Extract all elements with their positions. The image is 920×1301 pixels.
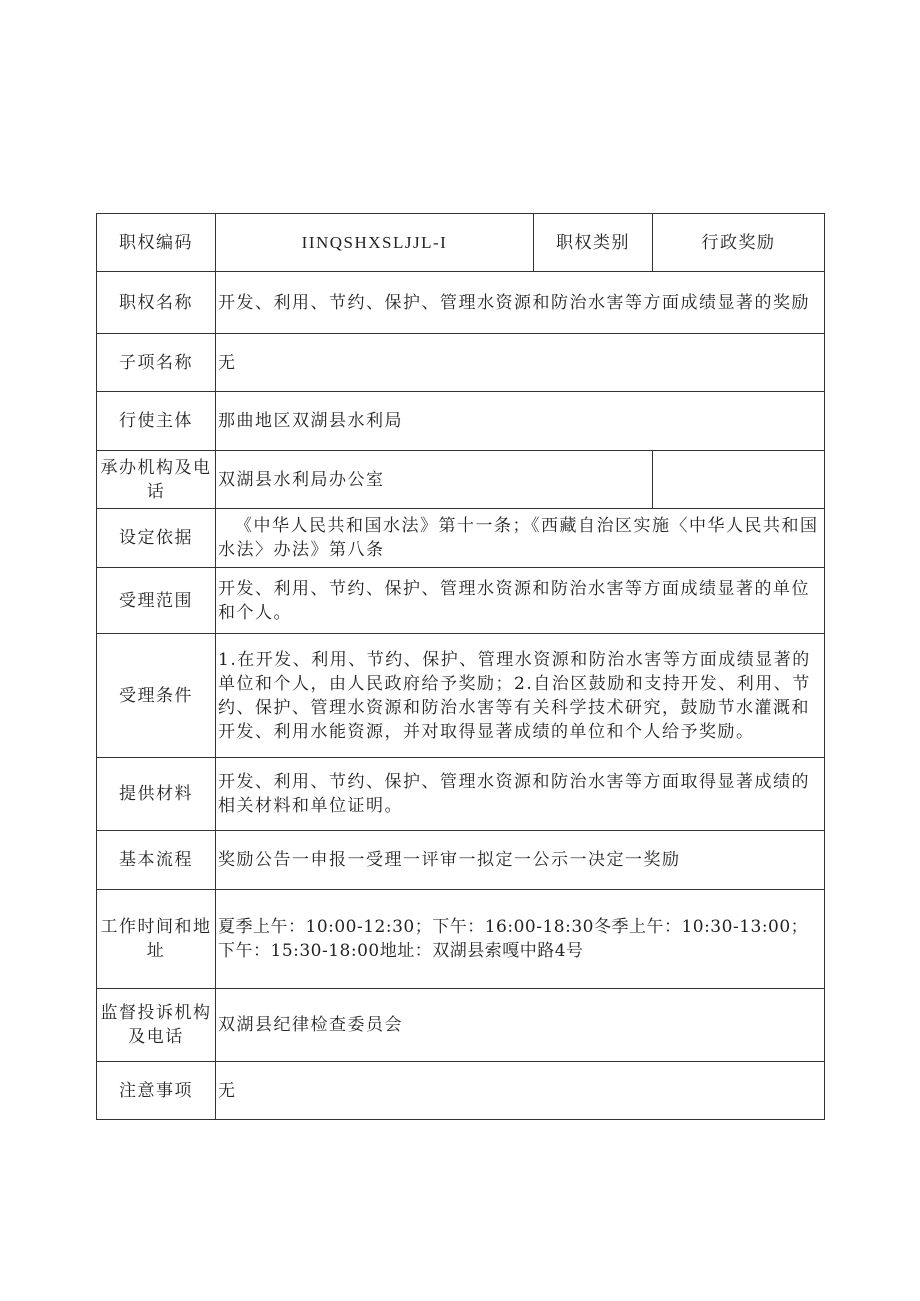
- agency-value: 双湖县水利局办公室: [216, 451, 653, 509]
- agency-label: 承办机构及电话: [97, 451, 216, 509]
- row-conditions: [97, 634, 825, 758]
- code-value: IINQSHXSLJJL-I: [216, 214, 534, 272]
- row-sub-item: [97, 334, 825, 392]
- code-label: 职权编码: [97, 214, 216, 272]
- notes-label: 注意事项: [97, 1062, 216, 1120]
- process-value: 奖励公告一申报一受理一评审一拟定一公示一决定一奖励: [216, 831, 825, 890]
- row-hours: [97, 890, 825, 989]
- name-label: 职权名称: [97, 272, 216, 334]
- subject-value: 那曲地区双湖县水利局: [216, 392, 825, 451]
- category-label: 职权类别: [534, 214, 653, 272]
- conditions-label: 受理条件: [97, 634, 216, 758]
- hours-label: 工作时间和地址: [97, 890, 216, 989]
- subject-label: 行使主体: [97, 392, 216, 451]
- process-label: 基本流程: [97, 831, 216, 890]
- category-value: 行政奖励: [653, 214, 825, 272]
- notes-value: 无: [216, 1062, 825, 1120]
- agency-phone: [653, 451, 825, 509]
- scope-value: 开发、利用、节约、保护、管理水资源和防治水害等方面成绩显著的单位和个人。: [216, 568, 825, 634]
- row-subject: [97, 392, 825, 451]
- sub-item-value: 无: [216, 334, 825, 392]
- basis-label: 设定依据: [97, 509, 216, 568]
- supervision-label: 监督投诉机构及电话: [97, 989, 216, 1062]
- supervision-value: 双湖县纪律检查委员会: [216, 989, 825, 1062]
- basis-value: 《中华人民共和国水法》第十一条；《西藏自治区实施〈中华人民共和国水法〉办法》第八条: [216, 509, 825, 568]
- name-value: 开发、利用、节约、保护、管理水资源和防治水害等方面成绩显著的奖励: [216, 272, 825, 334]
- authority-info-table: [96, 213, 825, 1120]
- materials-label: 提供材料: [97, 758, 216, 831]
- conditions-value: 1.在开发、利用、节约、保护、管理水资源和防治水害等方面成绩显著的单位和个人，由人民政府给予奖励；2.自治区鼓励和支持开发、利用、节约、保护、管理水资源和防治水害等有关科学技术研究，鼓励节水灌溉和开发、利用水能资源，并对取得显著成绩的单位和个人给予奖励。: [216, 634, 825, 758]
- row-supervision: [97, 989, 825, 1062]
- scope-label: 受理范围: [97, 568, 216, 634]
- row-scope: [97, 568, 825, 634]
- row-notes: [97, 1062, 825, 1120]
- row-materials: [97, 758, 825, 831]
- row-name: [97, 272, 825, 334]
- row-code: [97, 214, 825, 272]
- hours-value: 夏季上午：10:00-12:30；下午：16:00-18:30冬季上午：10:30-13:00；下午：15:30-18:00地址：双湖县索嘎中路4号: [216, 890, 825, 989]
- sub-item-label: 子项名称: [97, 334, 216, 392]
- row-basis: [97, 509, 825, 568]
- materials-value: 开发、利用、节约、保护、管理水资源和防治水害等方面取得显著成绩的相关材料和单位证明。: [216, 758, 825, 831]
- row-process: [97, 831, 825, 890]
- row-agency: [97, 451, 825, 509]
